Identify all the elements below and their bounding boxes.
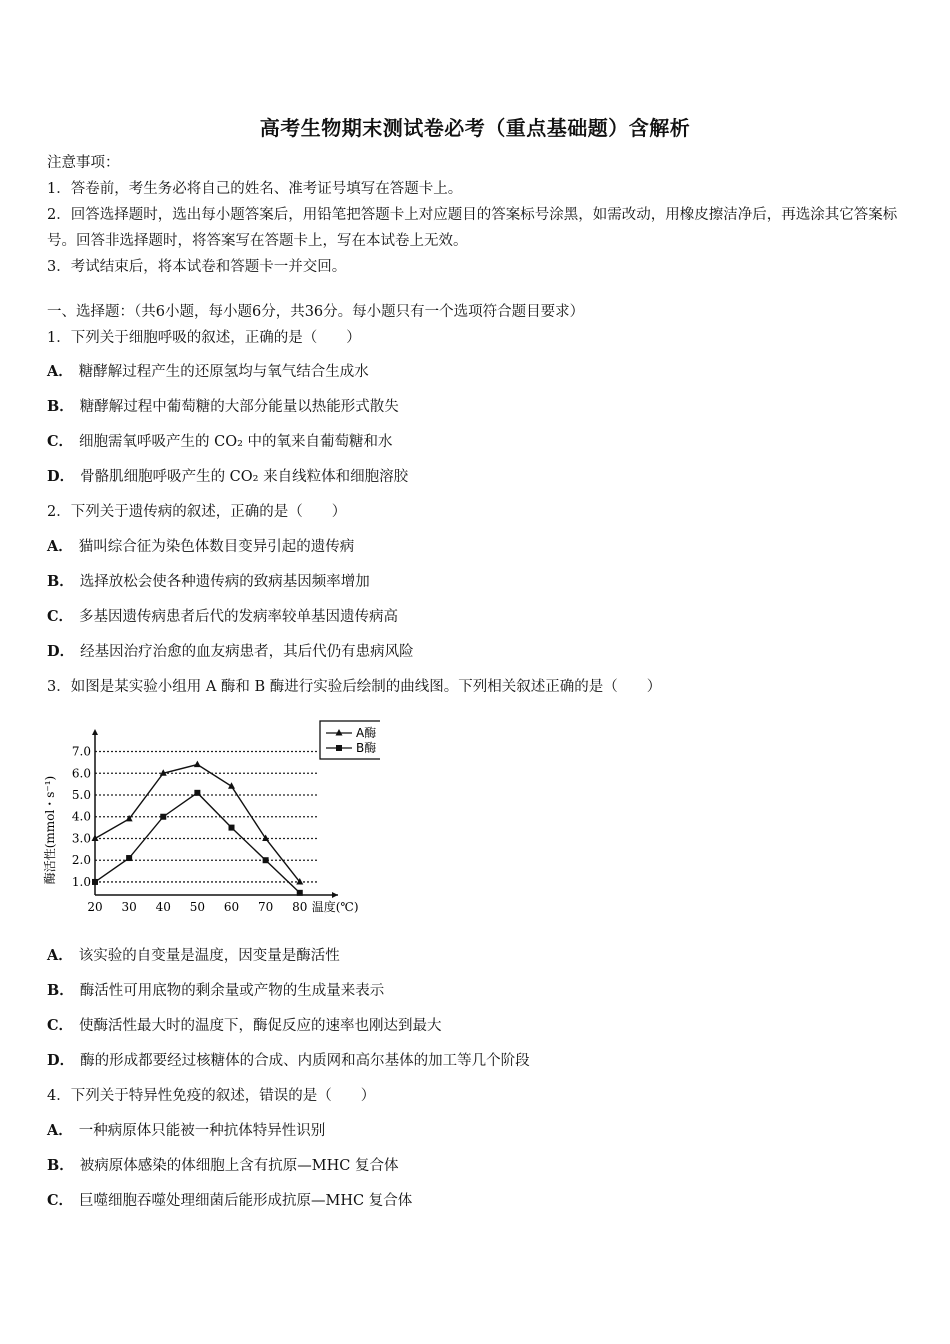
option-a [47,537,354,557]
data-point-b [160,814,166,820]
data-point-a [194,761,201,768]
data-point-b [126,855,132,861]
y-tick-label: 5.0 [71,788,91,802]
y-tick-label: 4.0 [71,809,91,824]
option-d [47,1051,530,1071]
notes-item: 2．回答选择题时，选出每小题答案后，用铅笔把答题卡上对应题目的答案标号涂黑，如需改动，用橡皮擦洁净后，再选涂其它答案标号。回答非选择题时，将答案写在答题卡上，写在本试卷上无效。 [47,207,898,249]
option-letter: D． [47,468,75,485]
legend-label: B酶 [356,741,377,755]
option-text: 细胞需氧呼吸产生的 CO₂ 中的氧来自葡萄糖和水 [79,434,393,450]
data-point-b [229,825,235,831]
x-axis-arrow [332,892,338,898]
option-text: 巨噬细胞吞噬处理细菌后能形成抗原—MHC 复合体 [79,1193,413,1209]
y-axis-arrow [92,729,98,735]
data-point-b [263,857,269,863]
notes-heading: 注意事项： [47,155,120,171]
option-text: 该实验的自变量是温度，因变量是酶活性 [78,948,340,964]
section-heading: 一、选择题：（共6小题，每小题6分，共36分。每小题只有一个选项符合题目要求） [47,304,585,320]
y-tick-label: 2.0 [71,853,91,868]
notes-item: 3．考试结束后，将本试卷和答题卡一并交回。 [47,259,347,275]
x-axis-label: 温度(℃) [311,900,359,914]
option-letter: B． [47,1157,74,1174]
question-stem: 1．下列关于细胞呼吸的叙述，正确的是（ ） [47,330,361,346]
x-tick-label: 60 [223,900,240,914]
option-text: 使酶活性最大时的温度下，酶促反应的速率也刚达到最大 [79,1018,442,1034]
question-stem: 4．下列关于特异性免疫的叙述，错误的是（ ） [47,1088,376,1104]
option-text: 酶的形成都要经过核糖体的合成、内质网和高尔基体的加工等几个阶段 [80,1053,530,1069]
x-tick-label: 40 [155,900,171,914]
x-tick-label: 80 [292,900,308,914]
option-letter: B． [47,573,74,590]
option-a [47,946,340,966]
x-tick-label: 20 [87,900,103,914]
option-c [47,607,398,627]
x-tick-label: 50 [189,900,206,914]
y-axis-label: 酶活性(mmol・s⁻¹) [43,775,57,885]
option-letter: B． [47,398,74,415]
y-tick-label: 6.0 [71,766,91,781]
question-stem: 2．下列关于遗传病的叙述，正确的是（ ） [47,504,347,520]
x-tick-label: 70 [257,900,274,914]
notes-item: 1．答卷前，考生务必将自己的姓名、准考证号填写在答题卡上。 [47,181,463,197]
option-text: 糖酵解过程中葡萄糖的大部分能量以热能形式散失 [79,399,399,415]
option-text: 酶活性可用底物的剩余量或产物的生成量来表示 [79,983,385,999]
option-letter: C． [47,1017,74,1034]
option-c [47,1191,412,1211]
option-letter: D． [47,643,75,660]
option-letter: A． [47,538,73,555]
option-letter: A． [47,363,73,380]
legend-marker-b [336,745,342,751]
option-text: 一种病原体只能被一种抗体特异性识别 [78,1123,326,1139]
option-letter: C． [47,1192,74,1209]
option-d [47,642,414,662]
option-letter: C． [47,608,74,625]
y-tick-label: 3.0 [71,831,91,846]
option-d [47,467,408,487]
data-point-b [92,879,98,885]
y-tick-label: 1.0 [71,874,91,889]
option-text: 被病原体感染的体细胞上含有抗原—MHC 复合体 [79,1158,399,1174]
option-b [47,981,384,1001]
option-b [47,397,399,417]
enzyme-activity-chart [40,715,380,925]
option-letter: A． [47,1122,73,1139]
option-letter: B． [47,982,74,999]
notes-block [47,150,907,280]
legend-label: A酶 [356,726,377,740]
option-text: 多基因遗传病患者后代的发病率较单基因遗传病高 [79,609,399,625]
option-text: 经基因治疗治愈的血友病患者，其后代仍有患病风险 [80,644,414,660]
option-b [47,1156,398,1176]
question-stem: 3．如图是某实验小组用 A 酶和 B 酶进行实验后绘制的曲线图。下列相关叙述正确的是（ ） [47,679,662,695]
page-title: 高考生物期末测试卷必考（重点基础题）含解析 [259,116,691,140]
data-point-b [297,890,303,896]
data-point-b [194,790,200,796]
option-letter: A． [47,947,73,964]
option-text: 骨骼肌细胞呼吸产生的 CO₂ 来自线粒体和细胞溶胶 [80,469,409,485]
option-a [47,1121,325,1141]
x-tick-label: 30 [121,900,137,914]
option-a [47,362,369,382]
option-text: 猫叫综合征为染色体数目变异引起的遗传病 [78,539,355,555]
option-text: 选择放松会使各种遗传病的致病基因频率增加 [79,574,370,590]
option-text: 糖酵解过程产生的还原氢均与氧气结合生成水 [78,364,369,380]
y-tick-label: 7.0 [71,744,91,759]
option-letter: C． [47,433,74,450]
option-letter: D． [47,1052,75,1069]
option-c [47,432,393,452]
option-b [47,572,370,592]
option-c [47,1016,442,1036]
